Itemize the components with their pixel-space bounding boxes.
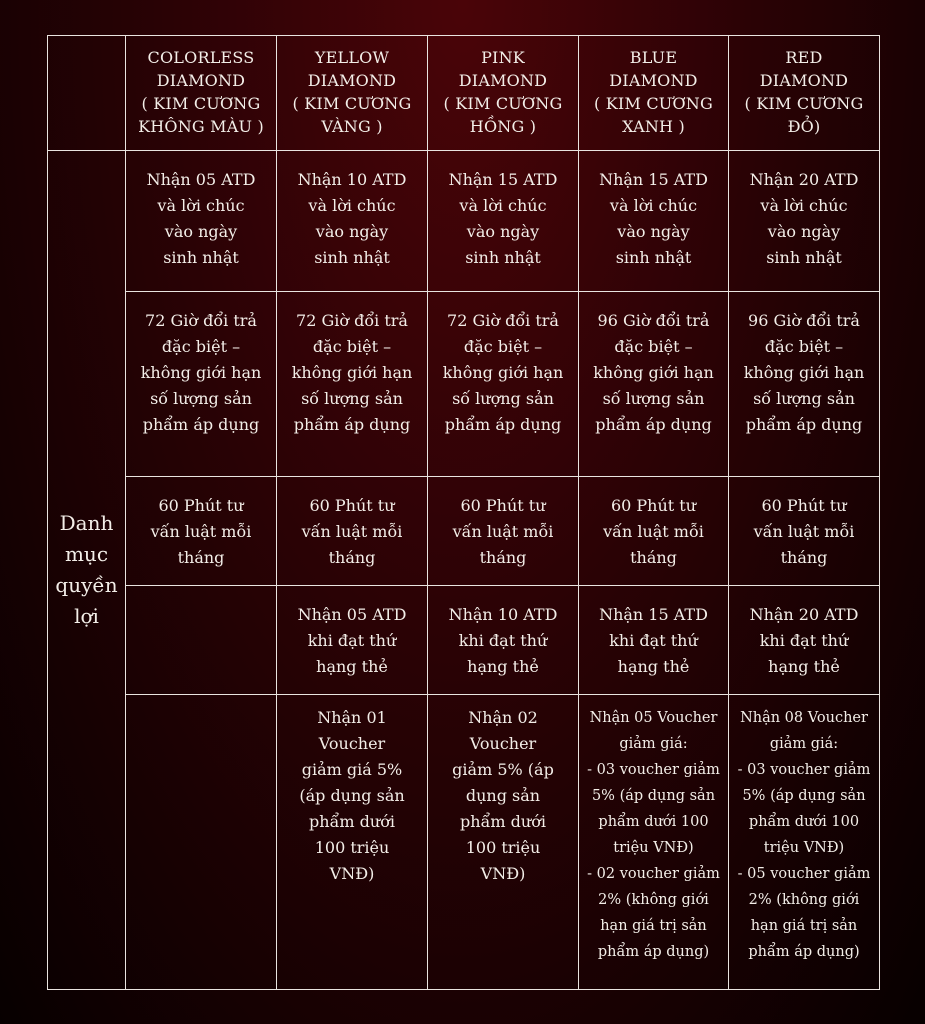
row-tier bbox=[48, 586, 880, 695]
cell-tier-red: Nhận 20 ATD khi đạt thứ hạng thẻ bbox=[729, 586, 880, 695]
cell-exchange-blue: 96 Giờ đổi trả đặc biệt – không giới hạn số lượng sản phẩm áp dụng bbox=[579, 292, 729, 477]
cell-birthday-pink: Nhận 15 ATD và lời chúc vào ngày sinh nhật bbox=[428, 151, 579, 292]
cell-consult-pink: 60 Phút tư vấn luật mỗi tháng bbox=[428, 477, 579, 586]
cell-voucher-colorless bbox=[126, 695, 277, 990]
header-yellow: YELLOW DIAMOND ( KIM CƯƠNG VÀNG ) bbox=[277, 36, 428, 151]
cell-exchange-yellow: 72 Giờ đổi trả đặc biệt – không giới hạn số lượng sản phẩm áp dụng bbox=[277, 292, 428, 477]
row-voucher bbox=[48, 695, 880, 990]
cell-exchange-colorless: 72 Giờ đổi trả đặc biệt – không giới hạn số lượng sản phẩm áp dụng bbox=[126, 292, 277, 477]
row-exchange bbox=[48, 292, 880, 477]
cell-birthday-blue: Nhận 15 ATD và lời chúc vào ngày sinh nhật bbox=[579, 151, 729, 292]
row-consult bbox=[48, 477, 880, 586]
cell-voucher-yellow: Nhận 01 Voucher giảm giá 5% (áp dụng sản phẩm dưới 100 triệu VNĐ) bbox=[277, 695, 428, 990]
cell-birthday-yellow: Nhận 10 ATD và lời chúc vào ngày sinh nhật bbox=[277, 151, 428, 292]
side-label: Danh mục quyền lợi bbox=[48, 151, 126, 990]
cell-consult-yellow: 60 Phút tư vấn luật mỗi tháng bbox=[277, 477, 428, 586]
cell-tier-blue: Nhận 15 ATD khi đạt thứ hạng thẻ bbox=[579, 586, 729, 695]
cell-tier-colorless bbox=[126, 586, 277, 695]
cell-voucher-blue: Nhận 05 Voucher giảm giá: - 03 voucher giảm 5% (áp dụng sản phẩm dưới 100 triệu VNĐ) - 02 voucher giảm 2% (không giới hạn giá trị sản phẩm áp dụng) bbox=[579, 695, 729, 990]
benefits-table bbox=[47, 35, 880, 990]
header-row bbox=[48, 36, 880, 151]
cell-tier-yellow: Nhận 05 ATD khi đạt thứ hạng thẻ bbox=[277, 586, 428, 695]
cell-tier-pink: Nhận 10 ATD khi đạt thứ hạng thẻ bbox=[428, 586, 579, 695]
row-birthday bbox=[48, 151, 880, 292]
header-colorless: COLORLESS DIAMOND ( KIM CƯƠNG KHÔNG MÀU ) bbox=[126, 36, 277, 151]
cell-voucher-red: Nhận 08 Voucher giảm giá: - 03 voucher giảm 5% (áp dụng sản phẩm dưới 100 triệu VNĐ) - 05 voucher giảm 2% (không giới hạn giá trị sản phẩm áp dụng) bbox=[729, 695, 880, 990]
cell-consult-colorless: 60 Phút tư vấn luật mỗi tháng bbox=[126, 477, 277, 586]
header-blue: BLUE DIAMOND ( KIM CƯƠNG XANH ) bbox=[579, 36, 729, 151]
cell-consult-red: 60 Phút tư vấn luật mỗi tháng bbox=[729, 477, 880, 586]
benefits-table-container bbox=[47, 35, 879, 989]
cell-birthday-red: Nhận 20 ATD và lời chúc vào ngày sinh nhật bbox=[729, 151, 880, 292]
header-pink: PINK DIAMOND ( KIM CƯƠNG HỒNG ) bbox=[428, 36, 579, 151]
cell-voucher-pink: Nhận 02 Voucher giảm 5% (áp dụng sản phẩm dưới 100 triệu VNĐ) bbox=[428, 695, 579, 990]
cell-birthday-colorless: Nhận 05 ATD và lời chúc vào ngày sinh nhật bbox=[126, 151, 277, 292]
cell-exchange-pink: 72 Giờ đổi trả đặc biệt – không giới hạn số lượng sản phẩm áp dụng bbox=[428, 292, 579, 477]
cell-consult-blue: 60 Phút tư vấn luật mỗi tháng bbox=[579, 477, 729, 586]
cell-exchange-red: 96 Giờ đổi trả đặc biệt – không giới hạn số lượng sản phẩm áp dụng bbox=[729, 292, 880, 477]
corner-cell bbox=[48, 36, 126, 151]
header-red: RED DIAMOND ( KIM CƯƠNG ĐỎ) bbox=[729, 36, 880, 151]
